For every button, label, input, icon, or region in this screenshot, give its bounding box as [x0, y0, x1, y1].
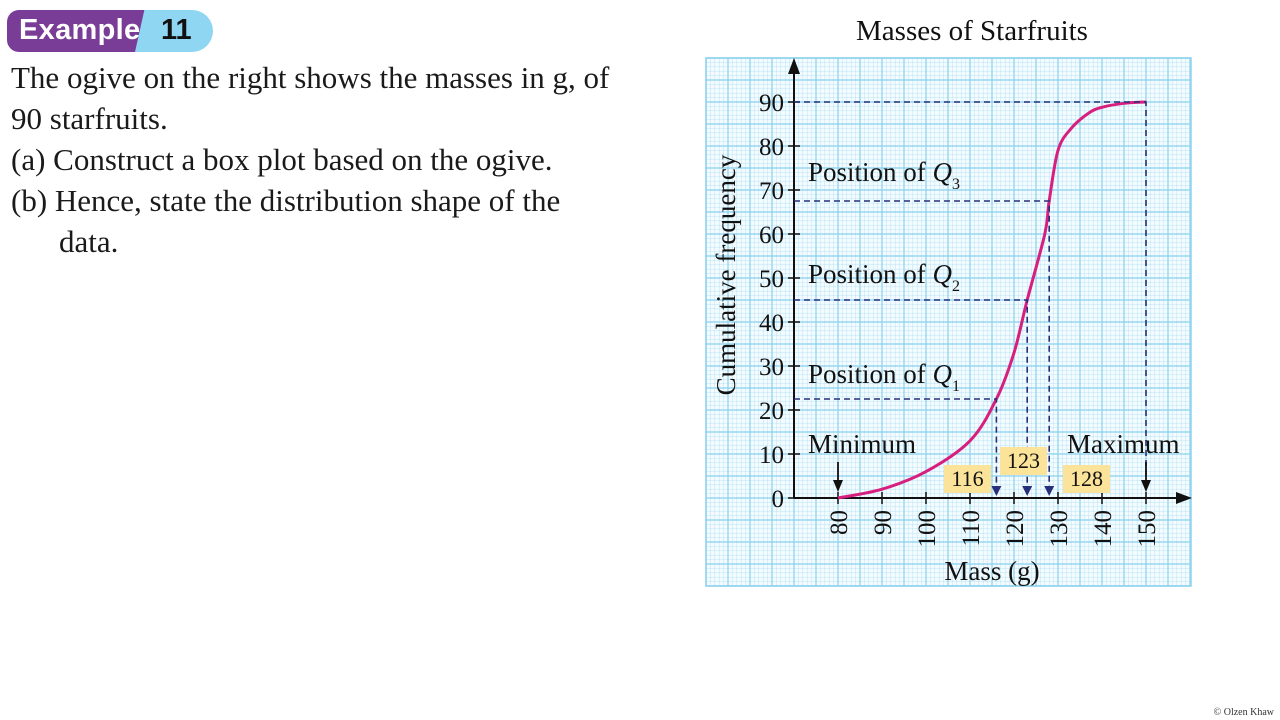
y-tick-label: 0	[771, 486, 784, 513]
badge-number: 11	[161, 14, 192, 46]
q3-value-box-text: 128	[1070, 466, 1103, 491]
q1-value-box-text: 116	[951, 466, 984, 491]
y-tick-label: 80	[759, 134, 784, 161]
question-part-b-continued: data.	[59, 224, 119, 259]
y-tick-label: 30	[759, 354, 784, 381]
x-tick-label: 80	[826, 510, 853, 535]
y-tick-label: 90	[759, 90, 784, 117]
x-tick-label: 140	[1090, 510, 1117, 548]
y-axis-label: Cumulative frequency	[711, 154, 741, 396]
q2-position-label: Position of $Q_2$	[808, 259, 961, 295]
y-tick-label: 70	[759, 178, 784, 205]
badge-label: Example	[19, 14, 141, 46]
question-line-2: 90 starfruits.	[11, 101, 168, 136]
y-tick-label: 20	[759, 398, 784, 425]
q3-position-label: Position of $Q_3$	[808, 157, 961, 193]
x-tick-label: 150	[1134, 510, 1161, 548]
minimum-label: Minimum	[808, 429, 917, 459]
y-tick-label: 40	[759, 310, 784, 337]
question-line-1: The ogive on the right shows the masses in g, of	[11, 60, 610, 95]
x-tick-label: 110	[958, 510, 985, 547]
maximum-label: Maximum	[1067, 429, 1180, 459]
copyright-text: © Olzen Khaw	[1213, 707, 1274, 718]
q2-value-box-text: 123	[1007, 448, 1040, 473]
q1-value-box	[944, 465, 991, 493]
x-tick-label: 130	[1046, 510, 1073, 548]
q3-value-box	[1063, 465, 1110, 493]
y-tick-label: 60	[759, 222, 784, 249]
x-axis-label: Mass (g)	[944, 556, 1040, 586]
question-part-b: (b) Hence, state the distribution shape of the	[11, 183, 561, 218]
x-tick-label: 120	[1002, 510, 1029, 548]
q2-value-box	[1000, 447, 1047, 475]
x-tick-label: 100	[914, 510, 941, 548]
y-tick-label: 50	[759, 266, 784, 293]
question-part-a: (a) Construct a box plot based on the ogive.	[11, 142, 553, 177]
y-tick-label: 10	[759, 442, 784, 469]
q1-position-label: Position of $Q_1$	[808, 359, 961, 395]
chart-title: Masses of Starfruits	[856, 15, 1088, 47]
x-tick-label: 90	[870, 510, 897, 535]
